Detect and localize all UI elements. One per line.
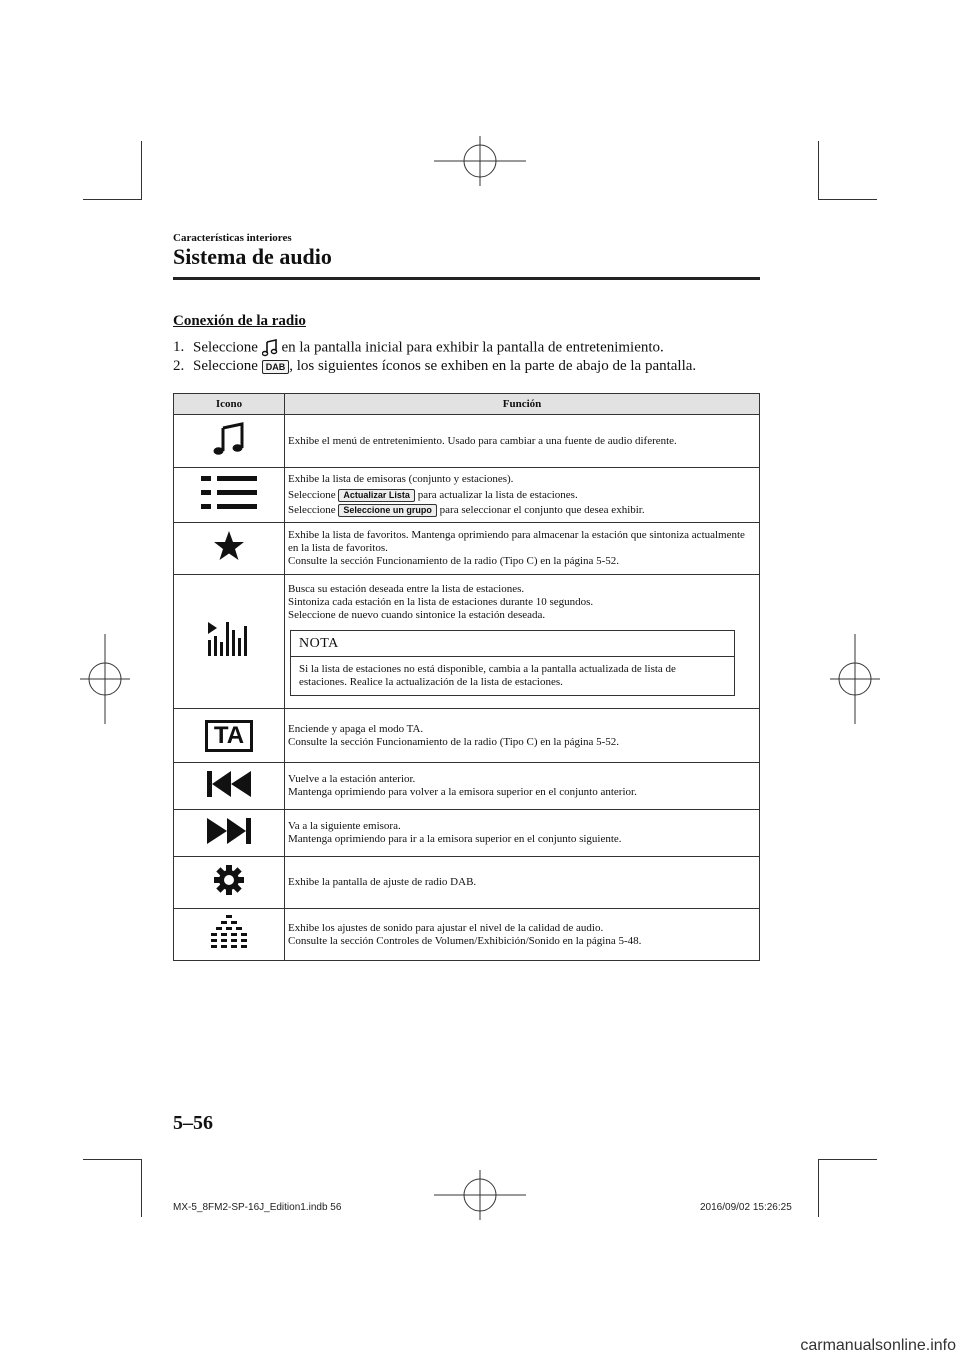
row-text: para actualizar la lista de estaciones. — [417, 489, 578, 501]
music-note-icon — [212, 422, 246, 456]
crop-mark — [83, 1159, 142, 1160]
subheading: Conexión de la radio — [173, 313, 306, 329]
music-note-icon — [262, 339, 278, 357]
registration-mark-right — [830, 634, 880, 724]
previous-track-icon — [207, 771, 251, 797]
row-text: Consulte la sección Funcionamiento de la radio (Tipo C) en la página 5-52. — [288, 735, 620, 748]
row-text: Seleccione de nuevo cuando sintonice la estación deseada. — [288, 609, 546, 621]
table-row — [174, 468, 760, 523]
row-text-button-line — [288, 489, 753, 502]
table-row — [174, 575, 760, 709]
table-row — [174, 763, 760, 810]
row-text: Sintoniza cada estación en la lista de estaciones durante 10 segundos. — [288, 596, 594, 608]
row-text: Mantenga oprimiendo para volver a la emisora superior en el conjunto anterior. — [288, 786, 637, 798]
seleccione-grupo-button: Seleccione un grupo — [338, 504, 437, 517]
star-icon — [213, 530, 245, 562]
page-title: Sistema de audio — [173, 244, 332, 269]
crop-mark — [818, 199, 877, 200]
title-divider — [173, 277, 760, 280]
table-row — [174, 709, 760, 763]
note-box — [290, 630, 735, 696]
list-icon — [201, 475, 257, 511]
note-text: Si la lista de estaciones no está disponible, cambia a la pantalla actualizada de lista de estaciones. Realice la actualización de la lista de estaciones. — [299, 663, 676, 688]
step-text-pre: Seleccione — [193, 339, 258, 356]
row-text-button-line — [288, 504, 753, 517]
row-text: Seleccione — [288, 489, 336, 501]
row-text: Exhibe la lista de emisoras (conjunto y estaciones). — [288, 472, 514, 485]
row-text: Exhibe la lista de favoritos. Mantenga oprimiendo para almacenar la estación que sintoniza actualmente en la lista de favoritos. — [288, 529, 745, 554]
registration-mark-left — [80, 634, 130, 724]
step-number: 2. — [173, 358, 185, 374]
row-text: Exhibe los ajustes de sonido para ajustar el nivel de la calidad de audio. — [288, 921, 604, 934]
crop-mark — [818, 1159, 877, 1160]
footer-filename: MX-5_8FM2-SP-16J_Edition1.indb 56 — [173, 1202, 342, 1213]
dab-button: DAB — [262, 360, 290, 374]
row-text: Va a la siguiente emisora. — [288, 820, 401, 832]
table-row — [174, 523, 760, 575]
ta-icon — [205, 720, 253, 752]
next-track-icon — [207, 818, 251, 844]
step-text-post: , los siguientes íconos se exhiben en la parte de abajo de la pantalla. — [289, 358, 697, 374]
row-text: para seleccionar el conjunto que desea exhibir. — [439, 504, 645, 517]
table-row — [174, 909, 760, 961]
actualizar-lista-button: Actualizar Lista — [338, 489, 415, 502]
row-text: Busca su estación deseada entre la lista de estaciones. — [288, 583, 525, 595]
row-text: Exhibe el menú de entretenimiento. Usado para cambiar a una fuente de audio diferente. — [288, 434, 677, 447]
table-row — [174, 857, 760, 909]
crop-mark — [818, 1159, 819, 1217]
crop-mark — [141, 1159, 142, 1217]
row-text: Consulte la sección Funcionamiento de la radio (Tipo C) en la página 5-52. — [288, 555, 620, 567]
table-row — [174, 415, 760, 468]
row-text: Exhibe la pantalla de ajuste de radio DAB. — [288, 876, 477, 888]
crop-mark — [83, 199, 142, 200]
row-text: Vuelve a la estación anterior. — [288, 773, 416, 785]
row-text: Enciende y apaga el modo TA. — [288, 722, 424, 735]
ta-icon-label: TA — [213, 721, 245, 749]
equalizer-icon — [210, 915, 248, 949]
note-title: NOTA — [291, 631, 734, 657]
gear-icon — [214, 865, 244, 895]
section-label: Características interiores — [173, 232, 292, 244]
page-number: 5–56 — [173, 1112, 213, 1134]
row-text: Mantenga oprimiendo para ir a la emisora superior en el conjunto siguiente. — [288, 833, 622, 845]
registration-mark-bottom — [434, 1170, 526, 1220]
footer-timestamp: 2016/09/02 15:26:25 — [700, 1202, 792, 1213]
scan-icon — [208, 622, 250, 656]
step-2 — [173, 358, 696, 375]
column-header-funcion: Función — [285, 394, 760, 415]
table-header-row — [174, 394, 760, 415]
step-text-post: en la pantalla inicial para exhibir la pantalla de entretenimiento. — [281, 339, 664, 356]
row-text: Consulte la sección Controles de Volumen/Exhibición/Sonido en la página 5-48. — [288, 934, 642, 947]
step-number: 1. — [173, 339, 185, 356]
column-header-icono: Icono — [174, 394, 285, 415]
registration-mark-top — [434, 136, 526, 186]
step-text-pre: Seleccione — [193, 358, 258, 374]
table-row — [174, 810, 760, 857]
step-1 — [173, 339, 664, 357]
watermark: carmanualsonline.info — [726, 1334, 960, 1358]
row-text: Seleccione — [288, 504, 336, 517]
crop-mark — [141, 141, 142, 200]
icon-function-table — [173, 393, 760, 961]
crop-mark — [818, 141, 819, 200]
